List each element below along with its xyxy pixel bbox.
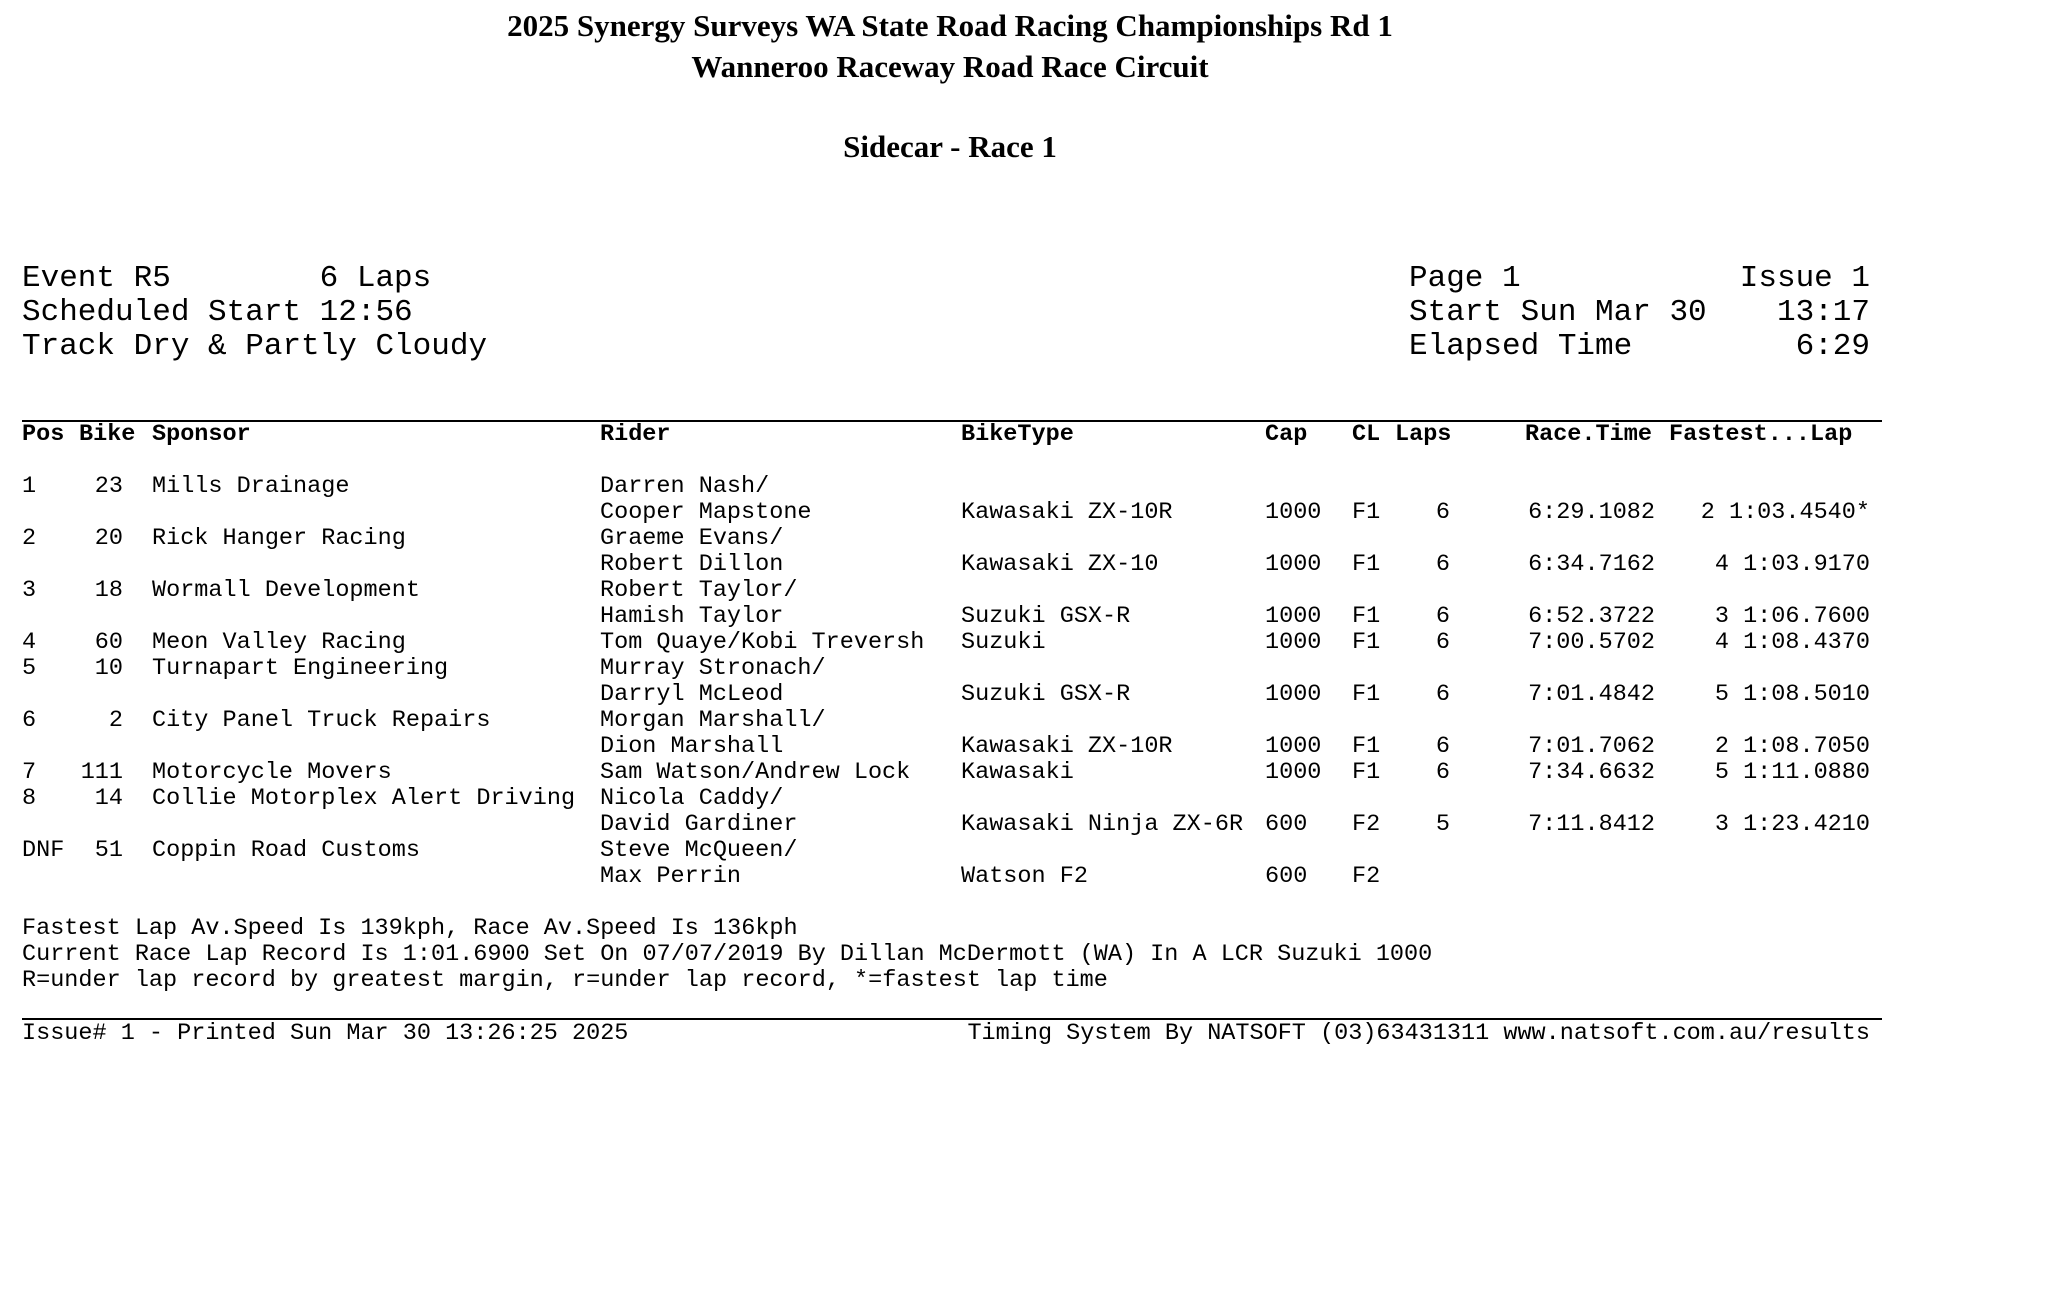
cell-laps: 6 (1435, 603, 1450, 630)
scheduled-start: Scheduled Start 12:56 (22, 295, 413, 330)
cell-racetime: 7:01.4842 (1528, 681, 1655, 708)
cell-sponsor: Rick Hanger Racing (152, 525, 406, 552)
cell-pos: 1 (22, 473, 37, 500)
cell-sponsor: City Panel Truck Repairs (152, 707, 491, 734)
cell-rider: Sam Watson/Andrew Lock (600, 759, 911, 786)
cell-cl: F1 (1352, 681, 1381, 708)
cell-rider: Morgan Marshall/ (600, 707, 826, 734)
cell-bike: 20 (94, 525, 123, 552)
cell-fastest: 4 1:03.9170 (1714, 551, 1870, 578)
cell-racetime: 7:01.7062 (1528, 733, 1655, 760)
cell-cap: 1000 (1265, 681, 1322, 708)
race-name: Sidecar - Race 1 (843, 129, 1057, 164)
cell-cap: 600 (1265, 863, 1308, 890)
cell-cap: 1000 (1265, 499, 1322, 526)
cell-racetime: 7:11.8412 (1528, 811, 1655, 838)
cell-cl: F2 (1352, 811, 1381, 838)
cell-cap: 600 (1265, 811, 1308, 838)
cell-rider-2: Robert Dillon (600, 551, 784, 578)
cell-cap: 1000 (1265, 733, 1322, 760)
cell-racetime: 6:52.3722 (1528, 603, 1655, 630)
cell-fastest: 5 1:08.5010 (1714, 681, 1870, 708)
col-rider-header: Rider (600, 421, 671, 448)
col-sponsor-header: Sponsor (152, 421, 251, 448)
cell-rider-2: Cooper Mapstone (600, 499, 812, 526)
cell-laps: 6 (1435, 759, 1450, 786)
col-fastest-header: Fastest...Lap (1669, 421, 1853, 448)
cell-biketype: Kawasaki ZX-10R (961, 733, 1173, 760)
notes-legend: R=under lap record by greatest margin, r=under lap record, *=fastest lap time (22, 967, 1108, 994)
start-time: 13:17 (1776, 295, 1870, 330)
cell-sponsor: Motorcycle Movers (152, 759, 392, 786)
cell-biketype: Suzuki GSX-R (961, 681, 1131, 708)
start-label: Start Sun Mar 30 (1409, 295, 1707, 330)
cell-rider: Tom Quaye/Kobi Treversh (600, 629, 925, 656)
cell-cl: F2 (1352, 863, 1381, 890)
cell-cl: F1 (1352, 499, 1381, 526)
cell-rider-2: Max Perrin (600, 863, 742, 890)
col-laps-header: Laps (1395, 421, 1452, 448)
cell-laps: 6 (1435, 629, 1450, 656)
cell-biketype: Kawasaki ZX-10 (961, 551, 1159, 578)
col-racetime-header: Race.Time (1525, 421, 1652, 448)
cell-cap: 1000 (1265, 551, 1322, 578)
cell-rider-2: Dion Marshall (600, 733, 784, 760)
cell-fastest: 4 1:08.4370 (1714, 629, 1870, 656)
cell-pos: 8 (22, 785, 37, 812)
title-line-1: 2025 Synergy Surveys WA State Road Racing Championships Rd 1 (507, 8, 1393, 43)
cell-rider-2: Hamish Taylor (600, 603, 784, 630)
cell-bike: 23 (94, 473, 123, 500)
footer-timing: Timing System By NATSOFT (03)63431311 www.natsoft.com.au/results (967, 1020, 1870, 1047)
elapsed-label: Elapsed Time (1409, 329, 1633, 364)
cell-laps: 6 (1435, 551, 1450, 578)
cell-rider: Steve McQueen/ (600, 837, 798, 864)
cell-fastest: 2 1:08.7050 (1714, 733, 1870, 760)
cell-laps: 5 (1435, 811, 1450, 838)
col-cl-header: CL (1352, 421, 1381, 448)
cell-fastest: 3 1:06.7600 (1714, 603, 1870, 630)
cell-laps: 6 (1435, 499, 1450, 526)
cell-biketype: Suzuki (961, 629, 1046, 656)
cell-laps: 6 (1435, 681, 1450, 708)
cell-rider: Darren Nash/ (600, 473, 770, 500)
cell-rider-2: David Gardiner (600, 811, 798, 838)
cell-racetime: 7:00.5702 (1528, 629, 1655, 656)
cell-bike: 60 (94, 629, 123, 656)
footer-printed: Issue# 1 - Printed Sun Mar 30 13:26:25 2025 (22, 1020, 629, 1047)
cell-rider: Nicola Caddy/ (600, 785, 784, 812)
cell-racetime: 6:34.7162 (1528, 551, 1655, 578)
cell-biketype: Suzuki GSX-R (961, 603, 1131, 630)
cell-cl: F1 (1352, 551, 1381, 578)
issue-number: Issue 1 (1739, 261, 1870, 296)
col-pos-header: Pos (22, 421, 65, 448)
cell-biketype: Kawasaki ZX-10R (961, 499, 1173, 526)
cell-sponsor: Turnapart Engineering (152, 655, 449, 682)
col-biketype-header: BikeType (961, 421, 1074, 448)
cell-rider: Murray Stronach/ (600, 655, 826, 682)
track-conditions: Track Dry & Partly Cloudy (22, 329, 488, 364)
cell-bike: 18 (94, 577, 123, 604)
cell-racetime: 7:34.6632 (1528, 759, 1655, 786)
cell-biketype: Kawasaki (961, 759, 1074, 786)
cell-pos: 6 (22, 707, 37, 734)
cell-sponsor: Wormall Development (152, 577, 420, 604)
event-label: Event R5 6 Laps (22, 261, 432, 296)
cell-fastest: 5 1:11.0880 (1714, 759, 1870, 786)
cell-laps: 6 (1435, 733, 1450, 760)
cell-cap: 1000 (1265, 629, 1322, 656)
cell-pos: 4 (22, 629, 37, 656)
cell-pos: 2 (22, 525, 37, 552)
cell-cap: 1000 (1265, 759, 1322, 786)
cell-sponsor: Meon Valley Racing (152, 629, 406, 656)
col-bike-header: Bike (79, 421, 136, 448)
cell-cl: F1 (1352, 603, 1381, 630)
cell-racetime: 6:29.1082 (1528, 499, 1655, 526)
cell-bike: 111 (80, 759, 123, 786)
col-cap-header: Cap (1265, 421, 1308, 448)
cell-pos: 5 (22, 655, 37, 682)
page-number: Page 1 (1409, 261, 1521, 296)
cell-rider: Robert Taylor/ (600, 577, 798, 604)
cell-pos: 7 (22, 759, 37, 786)
cell-pos: 3 (22, 577, 37, 604)
cell-rider: Graeme Evans/ (600, 525, 784, 552)
cell-bike: 10 (94, 655, 123, 682)
cell-cl: F1 (1352, 733, 1381, 760)
notes-speed: Fastest Lap Av.Speed Is 139kph, Race Av.Speed Is 136kph (22, 915, 798, 942)
cell-sponsor: Collie Motorplex Alert Driving (152, 785, 576, 812)
elapsed-time: 6:29 (1795, 329, 1870, 364)
cell-fastest: 2 1:03.4540* (1700, 499, 1870, 526)
notes-lap-record: Current Race Lap Record Is 1:01.6900 Set On 07/07/2019 By Dillan McDermott (WA) In A LCR Suzuki 1000 (22, 941, 1433, 968)
cell-rider-2: Darryl McLeod (600, 681, 784, 708)
cell-bike: 51 (94, 837, 123, 864)
cell-cap: 1000 (1265, 603, 1322, 630)
cell-sponsor: Mills Drainage (152, 473, 350, 500)
cell-bike: 14 (94, 785, 123, 812)
cell-biketype: Watson F2 (961, 863, 1088, 890)
cell-bike: 2 (108, 707, 123, 734)
cell-fastest: 3 1:23.4210 (1714, 811, 1870, 838)
cell-cl: F1 (1352, 759, 1381, 786)
cell-cl: F1 (1352, 629, 1381, 656)
title-line-2: Wanneroo Raceway Road Race Circuit (691, 49, 1209, 84)
cell-biketype: Kawasaki Ninja ZX-6R (961, 811, 1244, 838)
cell-pos: DNF (22, 837, 65, 864)
cell-sponsor: Coppin Road Customs (152, 837, 420, 864)
